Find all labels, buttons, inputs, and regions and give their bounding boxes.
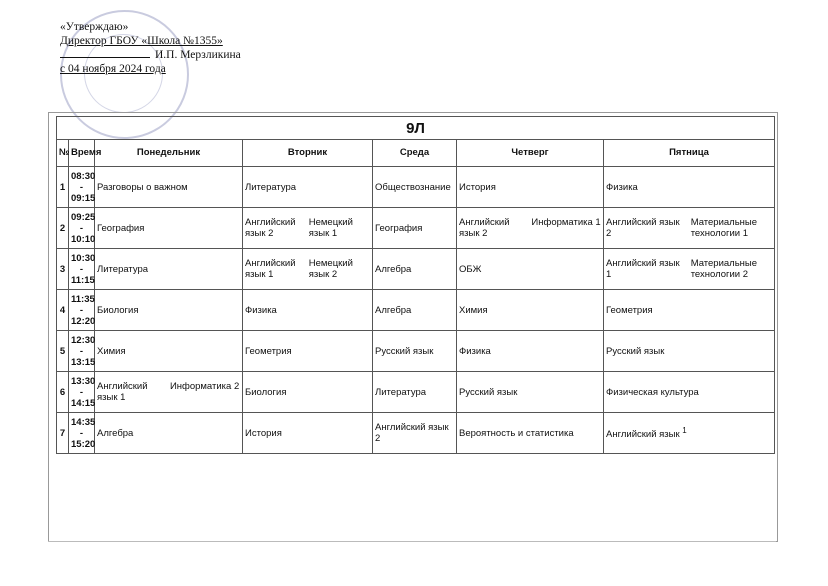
approval-heading: «Утверждаю» bbox=[60, 21, 129, 33]
monday-subject: Биология bbox=[95, 290, 243, 331]
group-a-subject: Английский язык 2 bbox=[606, 217, 680, 239]
monday-subject-split bbox=[95, 372, 243, 413]
signer-name: И.П. Мерзликина bbox=[155, 49, 241, 61]
lesson-number: 2 bbox=[57, 208, 69, 249]
tuesday-subject: Физика bbox=[243, 290, 373, 331]
director-title: Директор ГБОУ «Школа №1355» bbox=[60, 35, 223, 47]
wednesday-subject: Литература bbox=[373, 372, 457, 413]
thursday-subject-split bbox=[457, 208, 604, 249]
table-row bbox=[57, 208, 775, 249]
monday-subject: Химия bbox=[95, 331, 243, 372]
friday-subject: Физическая культура bbox=[604, 372, 775, 413]
lesson-number: 6 bbox=[57, 372, 69, 413]
lesson-time: 08:30 - 09:15 bbox=[69, 167, 95, 208]
wednesday-subject: Алгебра bbox=[373, 290, 457, 331]
tuesday-subject-split bbox=[243, 208, 373, 249]
monday-subject: Литература bbox=[95, 249, 243, 290]
friday-subject-split bbox=[604, 208, 775, 249]
bottom-divider bbox=[48, 541, 776, 542]
table-row bbox=[57, 331, 775, 372]
header-monday: Понедельник bbox=[95, 140, 243, 167]
lesson-number: 7 bbox=[57, 413, 69, 454]
wednesday-subject: Обществознание bbox=[373, 167, 457, 208]
lesson-number: 4 bbox=[57, 290, 69, 331]
table-row bbox=[57, 249, 775, 290]
header-wednesday: Среда bbox=[373, 140, 457, 167]
lesson-time: 12:30 - 13:15 bbox=[69, 331, 95, 372]
group-b-subject: Немецкий язык 1 bbox=[308, 217, 353, 239]
tuesday-subject: Литература bbox=[243, 167, 373, 208]
approval-block bbox=[60, 20, 241, 76]
lesson-time: 11:35 - 12:20 bbox=[69, 290, 95, 331]
group-a-subject: Английский язык 2 bbox=[245, 217, 296, 239]
thursday-subject: Физика bbox=[457, 331, 604, 372]
wednesday-subject: Алгебра bbox=[373, 249, 457, 290]
signature-underline bbox=[60, 57, 150, 58]
thursday-subject: ОБЖ bbox=[457, 249, 604, 290]
table-row bbox=[57, 290, 775, 331]
header-num: № bbox=[57, 140, 69, 167]
group-a-subject: Английский язык 2 bbox=[459, 217, 510, 239]
header-thursday: Четверг bbox=[457, 140, 604, 167]
lesson-time: 13:30 - 14:15 bbox=[69, 372, 95, 413]
monday-subject: Алгебра bbox=[95, 413, 243, 454]
lesson-number: 1 bbox=[57, 167, 69, 208]
lesson-number: 3 bbox=[57, 249, 69, 290]
lesson-number: 5 bbox=[57, 331, 69, 372]
tuesday-subject-split bbox=[243, 249, 373, 290]
wednesday-subject: Английский язык 2 bbox=[373, 413, 457, 454]
friday-subject: Физика bbox=[604, 167, 775, 208]
group-b-subject: Информатика 1 bbox=[531, 217, 601, 228]
group-b-subject: Материальные технологии 1 bbox=[690, 217, 758, 239]
group-a-subject: Английский язык 1 bbox=[606, 258, 680, 280]
thursday-subject: Русский язык bbox=[457, 372, 604, 413]
table-row bbox=[57, 413, 775, 454]
tuesday-subject: Биология bbox=[243, 372, 373, 413]
header-time: Время bbox=[69, 140, 95, 167]
effective-date: с 04 ноября 2024 года bbox=[60, 63, 166, 75]
group-b-subject: Немецкий язык 2 bbox=[308, 258, 353, 280]
header-tuesday: Вторник bbox=[243, 140, 373, 167]
schedule-table bbox=[56, 116, 775, 454]
monday-subject: География bbox=[95, 208, 243, 249]
lesson-time: 10:30 - 11:15 bbox=[69, 249, 95, 290]
tuesday-subject: История bbox=[243, 413, 373, 454]
group-b-subject: Материальные технологии 2 bbox=[690, 258, 758, 280]
friday-subject bbox=[604, 413, 775, 454]
friday-subject: Геометрия bbox=[604, 290, 775, 331]
tuesday-subject: Геометрия bbox=[243, 331, 373, 372]
group-a-subject: Английский язык 1 bbox=[245, 258, 296, 280]
friday-subject-text: Английский язык bbox=[606, 429, 680, 441]
friday-subject: Русский язык bbox=[604, 331, 775, 372]
class-title: 9Л bbox=[57, 117, 775, 140]
lesson-time: 09:25 - 10:10 bbox=[69, 208, 95, 249]
header-row bbox=[57, 140, 775, 167]
thursday-subject: Вероятность и статистика bbox=[457, 413, 604, 454]
monday-subject: Разговоры о важном bbox=[95, 167, 243, 208]
signature-line bbox=[60, 48, 241, 62]
lesson-time: 14:35 - 15:20 bbox=[69, 413, 95, 454]
group-number: 1 bbox=[682, 426, 687, 436]
thursday-subject: Химия bbox=[457, 290, 604, 331]
friday-subject-split bbox=[604, 249, 775, 290]
table-row bbox=[57, 167, 775, 208]
wednesday-subject: География bbox=[373, 208, 457, 249]
group-a-subject: Английский язык 1 bbox=[97, 381, 148, 403]
thursday-subject: История bbox=[457, 167, 604, 208]
table-row bbox=[57, 372, 775, 413]
wednesday-subject: Русский язык bbox=[373, 331, 457, 372]
group-b-subject: Информатика 2 bbox=[169, 381, 240, 392]
header-friday: Пятница bbox=[604, 140, 775, 167]
